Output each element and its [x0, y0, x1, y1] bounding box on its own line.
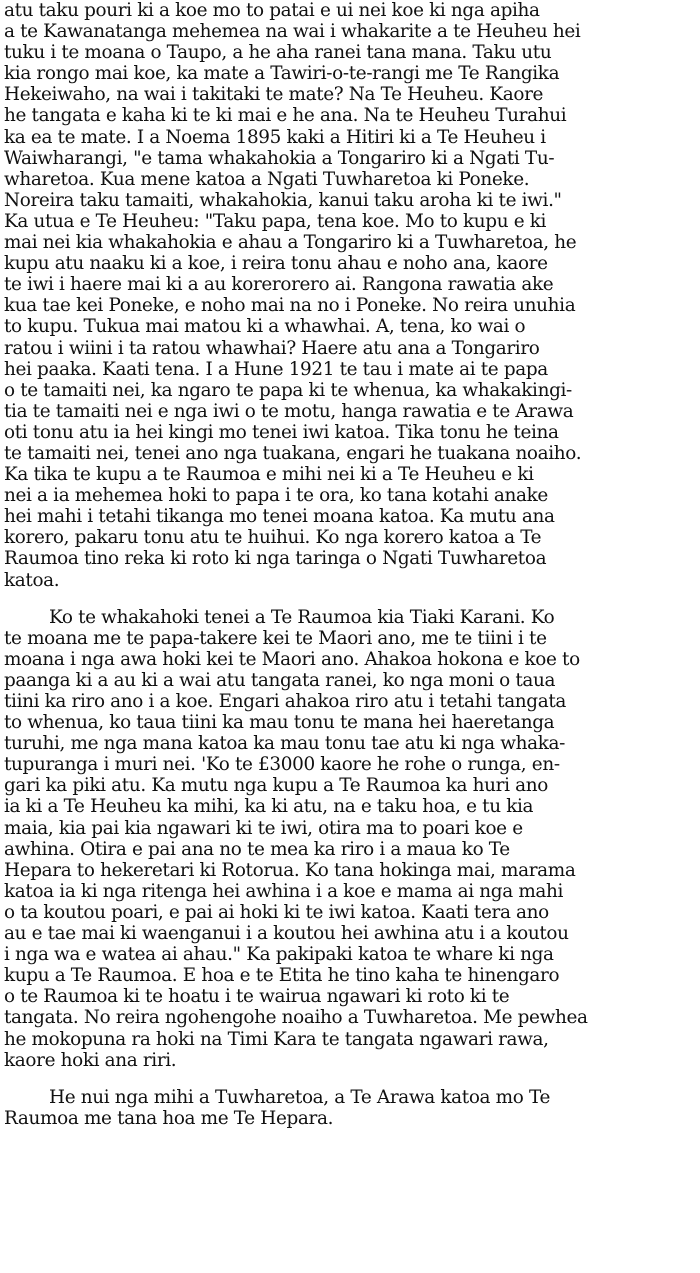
paragraph-gap: [4, 1071, 696, 1087]
text-line: moana i nga awa hoki kei te Maori ano. Ahakoa hokona e koe to: [4, 648, 580, 670]
text-line: i nga wa e watea ai ahau." Ka pakipaki katoa te whare ki nga: [4, 944, 554, 966]
text-line: hei paaka. Kaati tena. I a Hune 1921 te tau i mate ai te papa: [4, 358, 548, 380]
document-page: [4, 0, 696, 1273]
text-line: Hekeiwaho, na wai i takitaki te mate? Na Te Heuheu. Kaore: [4, 84, 544, 106]
text-line: a te Kawanatanga mehemea na wai i whakarite a te Heuheu hei: [4, 21, 581, 43]
text-line: oti tonu atu ia hei kingi mo tenei iwi katoa. Tika tonu he teina: [4, 421, 559, 443]
paragraph-2: [4, 607, 696, 1071]
text-line: kupu atu naaku ki a koe, i reira tonu ahau e noho ana, kaore: [4, 253, 548, 275]
text-line: maia, kia pai kia ngawari ki te iwi, otira ma to poari koe e: [4, 817, 523, 839]
text-line: ratou i wiini i ta ratou whawhai? Haere atu ana a Tongariro: [4, 337, 540, 359]
text-line: katoa ia ki nga ritenga hei awhina i a koe e mama ai nga mahi: [4, 880, 564, 902]
text-line: kupu a Te Raumoa. E hoa e te Etita he tino kaha te hinengaro: [4, 965, 560, 987]
text-line: kia rongo mai koe, ka mate a Tawiri-o-te-rangi me Te Rangika: [4, 63, 560, 85]
text-line: kaore hoki ana riri.: [4, 1049, 177, 1071]
text-line: he tangata e kaha ki te ki mai e he ana. Na te Heuheu Turahui: [4, 105, 567, 127]
text-line: atu taku pouri ki a koe mo to patai e ui nei koe ki nga apiha: [4, 0, 540, 21]
paragraph-3: [4, 1087, 696, 1129]
text-line: awhina. Otira e pai ana no te mea ka riro i a maua ko Te: [4, 838, 510, 860]
text-line: gari ka piki atu. Ka mutu nga kupu a Te Raumoa ka huri ano: [4, 775, 548, 797]
text-line: tia te tamaiti nei e nga iwi o te motu, hanga rawatia e te Arawa: [4, 400, 574, 422]
text-line: paanga ki a au ki a wai atu tangata ranei, ko nga moni o taua: [4, 669, 556, 691]
text-line: Raumoa me tana hoa me Te Hepara.: [4, 1107, 334, 1129]
text-line: tangata. No reira ngohengohe noaiho a Tuwharetoa. Me pewhea: [4, 1007, 588, 1029]
text-line: he mokopuna ra hoki na Timi Kara te tangata ngawari rawa,: [4, 1028, 549, 1050]
text-line: wharetoa. Kua mene katoa a Ngati Tuwharetoa ki Poneke.: [4, 168, 530, 190]
text-line: to kupu. Tukua mai matou ki a whawhai. A, tena, ko wai o: [4, 316, 526, 338]
text-line: korero, pakaru tonu atu te huihui. Ko nga korero katoa a Te: [4, 527, 542, 549]
text-line: tiini ka riro ano i a koe. Engari ahakoa riro atu i tetahi tangata: [4, 691, 566, 712]
text-line: tupuranga i muri nei. 'Ko te £3000 kaore he rohe o runga, en-: [4, 754, 560, 776]
text-line: Raumoa tino reka ki roto ki nga taringa o Ngati Tuwharetoa: [4, 548, 547, 570]
text-line: He nui nga mihi a Tuwharetoa, a Te Arawa katoa mo Te: [49, 1086, 550, 1108]
text-line: nei a ia mehemea hoki to papa i te ora, ko tana kotahi anake: [4, 485, 548, 507]
text-line: Hepara to hekeretari ki Rotorua. Ko tana hokinga mai, marama: [4, 859, 576, 881]
text-line: mai nei kia whakahokia e ahau a Tongariro ki a Tuwharetoa, he: [4, 232, 577, 254]
text-line: Ka tika te kupu a te Raumoa e mihi nei ki a Te Heuheu e ki: [4, 464, 534, 486]
text-line: Waiwharangi, "e tama whakahokia a Tongariro ki a Ngati Tu-: [4, 147, 555, 169]
text-line: o ta koutou poari, e pai ai hoki ki te iwi katoa. Kaati tera ano: [4, 901, 549, 923]
paragraph-gap: [4, 591, 696, 607]
text-line: kua tae kei Poneke, e noho mai na no i Poneke. No reira unuhia: [4, 295, 576, 317]
text-line: tuku i te moana o Taupo, a he aha ranei tana mana. Taku utu: [4, 42, 552, 64]
text-line: turuhi, me nga mana katoa ka mau tonu tae atu ki nga whaka-: [4, 733, 566, 755]
document-body: [4, 0, 696, 1129]
text-line: o te tamaiti nei, ka ngaro te papa ki te whenua, ka whakakingi-: [4, 379, 572, 401]
text-line: to whenua, ko taua tiini ka mau tonu te mana hei haeretanga: [4, 712, 555, 734]
paragraph-1: [4, 0, 696, 591]
text-line: te tamaiti nei, tenei ano nga tuakana, engari he tuakana noaiho.: [4, 442, 582, 464]
text-line: au e tae mai ki waenganui i a koutou hei awhina atu i a koutou: [4, 923, 569, 945]
text-line: hei mahi i tetahi tikanga mo tenei moana katoa. Ka mutu ana: [4, 506, 555, 528]
text-line: ia ki a Te Heuheu ka mihi, ka ki atu, na e taku hoa, e tu kia: [4, 796, 534, 818]
text-line: Ko te whakahoki tenei a Te Raumoa kia Tiaki Karani. Ko: [49, 606, 555, 628]
text-line: te moana me te papa-takere kei te Maori ano, me te tiini i te: [4, 627, 547, 649]
text-line: te iwi i haere mai ki a au korerorero ai. Rangona rawatia ake: [4, 274, 554, 296]
text-line: Noreira taku tamaiti, whakahokia, kanui taku aroha ki te iwi.": [4, 189, 562, 211]
text-line: katoa.: [4, 569, 60, 591]
text-line: o te Raumoa ki te hoatu i te wairua ngawari ki roto ki te: [4, 986, 510, 1008]
text-line: Ka utua e Te Heuheu: "Taku papa, tena koe. Mo to kupu e ki: [4, 210, 547, 232]
text-line: ka ea te mate. I a Noema 1895 kaki a Hitiri ki a Te Heuheu i: [4, 126, 546, 148]
